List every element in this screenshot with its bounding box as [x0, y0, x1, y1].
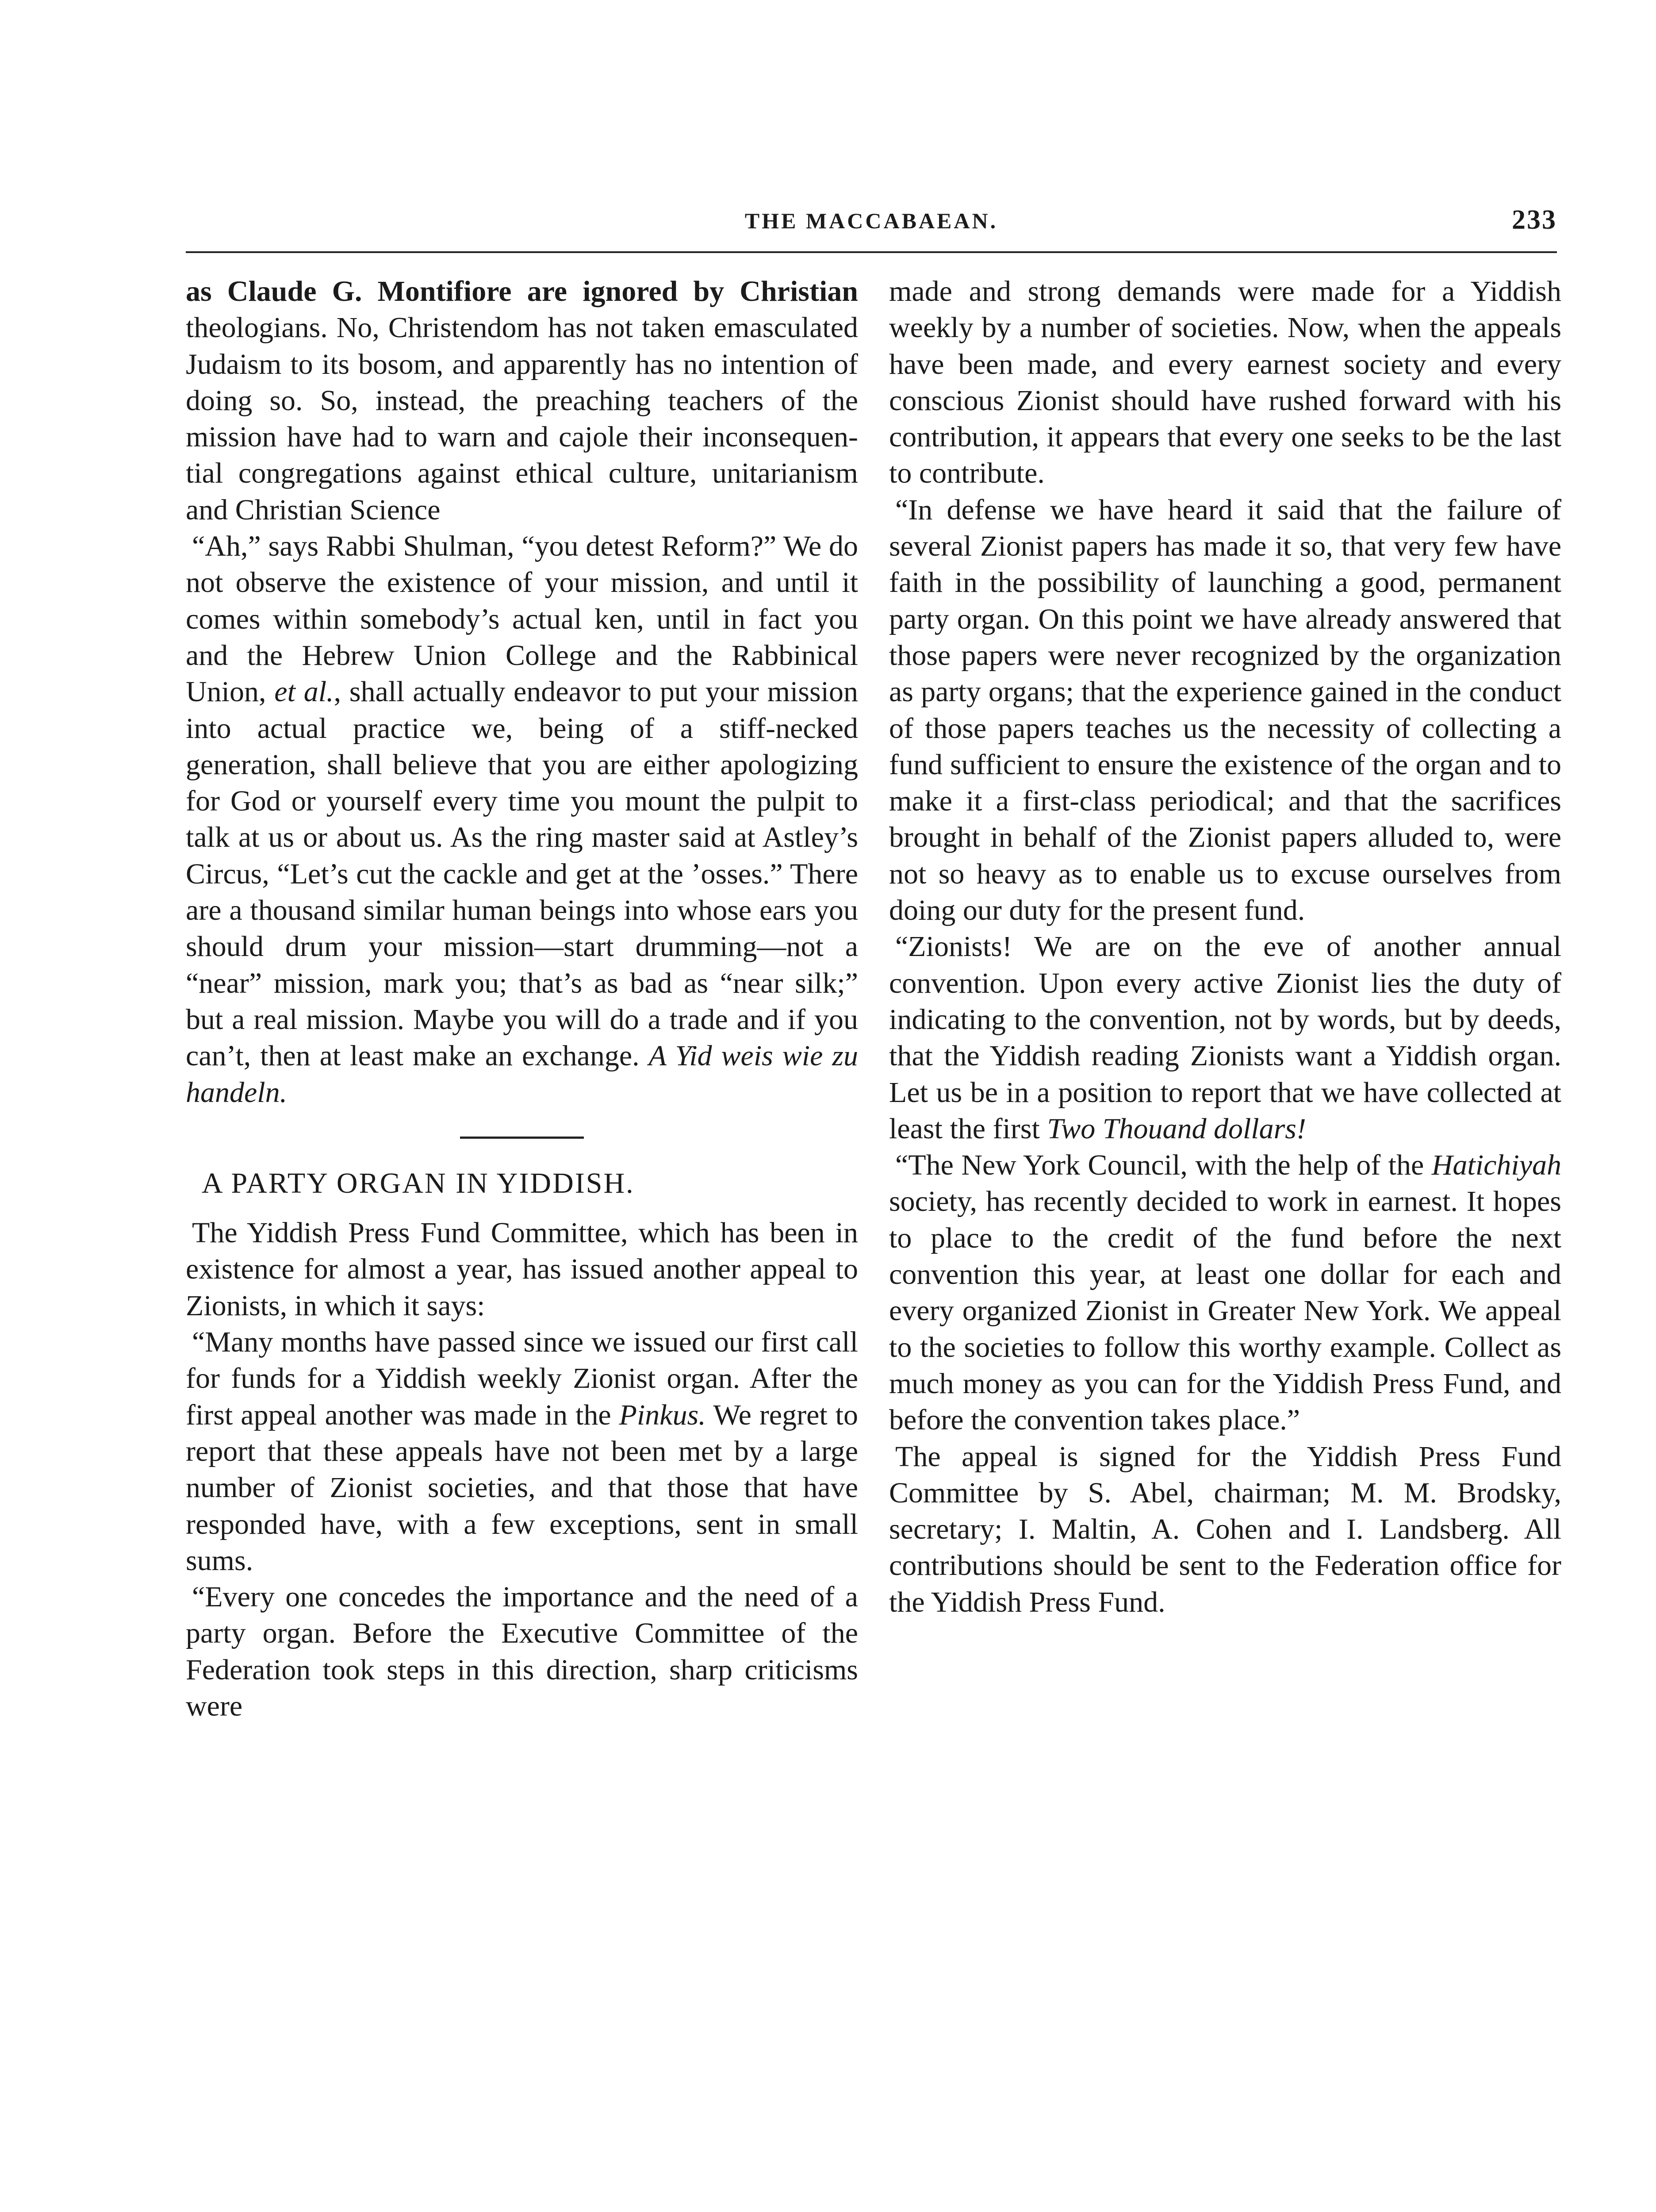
left-paragraph-4	[186, 1324, 858, 1579]
section-heading: A PARTY ORGAN IN YIDDISH.	[202, 1167, 635, 1199]
right-column	[889, 273, 1561, 1621]
page-number: 233	[1512, 205, 1557, 235]
yiddish-phrase: A Yid weis wie zu handeln.	[186, 1040, 858, 1109]
italic-text: Pinkus.	[619, 1398, 706, 1431]
italic-text: et al.	[274, 676, 334, 708]
italic-text: Two Thouand dollars!	[1047, 1112, 1306, 1145]
left-paragraph-3: The Yiddish Press Fund Committee, which has been in existence for almost a year, has issued another appeal to Zionists, in which it says:	[186, 1217, 858, 1322]
right-paragraph-4	[889, 1147, 1561, 1438]
right-paragraph-5: The appeal is signed for the Yiddish Press Fund Committee by S. Abel, chairman; M. M. Brodsky, secretary; I. Maltin, A. Cohen and I. Landsberg. All contributions should be sent to the Federation office for the Yiddish Press Fund.	[889, 1440, 1561, 1618]
left-paragraph-5: “Every one concedes the importance and the need of a party organ. Before the Executive Committee of the Federation took steps in this direction, sharp criticisms were	[186, 1581, 858, 1722]
right-paragraph-2: “In defense we have heard it said that the failure of several Zionist papers has made it so, that very few have faith in the possibility of launching a good, permanent party organ. On this point we have already answered that those papers were never recognized by the organization as party organs; that the experience gained in the conduct of those papers teaches us the necessity of collecting a fund sufficient to ensure the existence of the organ and to make it a first-class periodical; and that the sacrifices brought in behalf of the Zionist papers alluded to, were not so heavy as to enable us to excuse ourselves from doing our duty for the present fund.	[889, 493, 1561, 927]
section-divider	[460, 1137, 584, 1139]
paragraph-text: “Ah,” says Rabbi Shulman, “you detest Reform?” We do not observe the existence of your mission, and until it comes within somebody’s actual ken, until in fact you and the Hebrew Union College and the Rabbinical Union,	[186, 530, 858, 708]
page-header	[186, 205, 1557, 248]
paragraph-text: “Many months have passed since we issued our first call for funds for a Yiddish weekly Zionist organ. After the first appeal another was made in the	[186, 1326, 858, 1431]
left-paragraph-1	[186, 273, 858, 528]
paragraph-text: , shall actually endeavor to put your mission into actual practice we, being of a stiff-necked generation, shall believe that you are either apologizing for God or yourself every time you mount the pulpit to talk at us or about us. As the ring master said at Astley’s Circus, “Let’s cut the cackle and get at the ’osses.” There are a thousand similar human beings into whose ears you should drum your mission—start drumming—not a “near” mission, mark you; that’s as bad as “near silk;” but a real mission. Maybe you will do a trade and if you can’t, then at least make an exchange.	[186, 676, 859, 1072]
paragraph-text: society, has recently decided to work in earnest. It hopes to place to the credit of the fund before the next convention this year, at least one dollar for each and every organized Zionist in Greater New York. We appeal to the societies to follow this worthy example. Collect as much money as you can for the Yiddish Press Fund, and before the convention takes place.”	[889, 1185, 1561, 1436]
paragraph-text: theologians. No, Christendom has not taken emasculated Judaism to its bosom, and apparently has no intention of doing so. So, instead, the preaching teachers of the mission have had to warn and cajole their inconsequential congregations against ethical culture, unitarianism and Christian Science	[186, 311, 858, 526]
header-rule	[186, 251, 1557, 253]
paragraph-text: “The New York Council, with the help of the	[895, 1149, 1432, 1182]
paragraph-text: “Zionists! We are on the eve of another annual convention. Upon every active Zionist lies the duty of indicating to the convention, not by words, but by deeds, that the Yiddish reading Zionists want a Yiddish organ. Let us be in a position to report that we have collected at least the first	[889, 930, 1561, 1145]
bold-lead-text: as Claude G. Montifiore are ignored by Christian	[186, 275, 858, 307]
left-column	[186, 273, 858, 1724]
right-paragraph-3	[889, 929, 1561, 1147]
right-paragraph-1: made and strong demands were made for a Yiddish weekly by a number of societies. Now, when the appeals have been made, and every earnest society and every conscious Zionist should have rushed forward with his contribution, it appears that every one seeks to be the last to contribute.	[889, 275, 1561, 490]
running-title: THE MACCABAEAN.	[744, 208, 998, 233]
italic-text: Hatichiyah	[1431, 1149, 1561, 1182]
paragraph-text: We regret to report that these appeals have not been met by a large number of Zionist societies, and that those that have responded have, with a few exceptions, sent in small sums.	[186, 1398, 858, 1577]
left-paragraph-2	[186, 528, 858, 1111]
